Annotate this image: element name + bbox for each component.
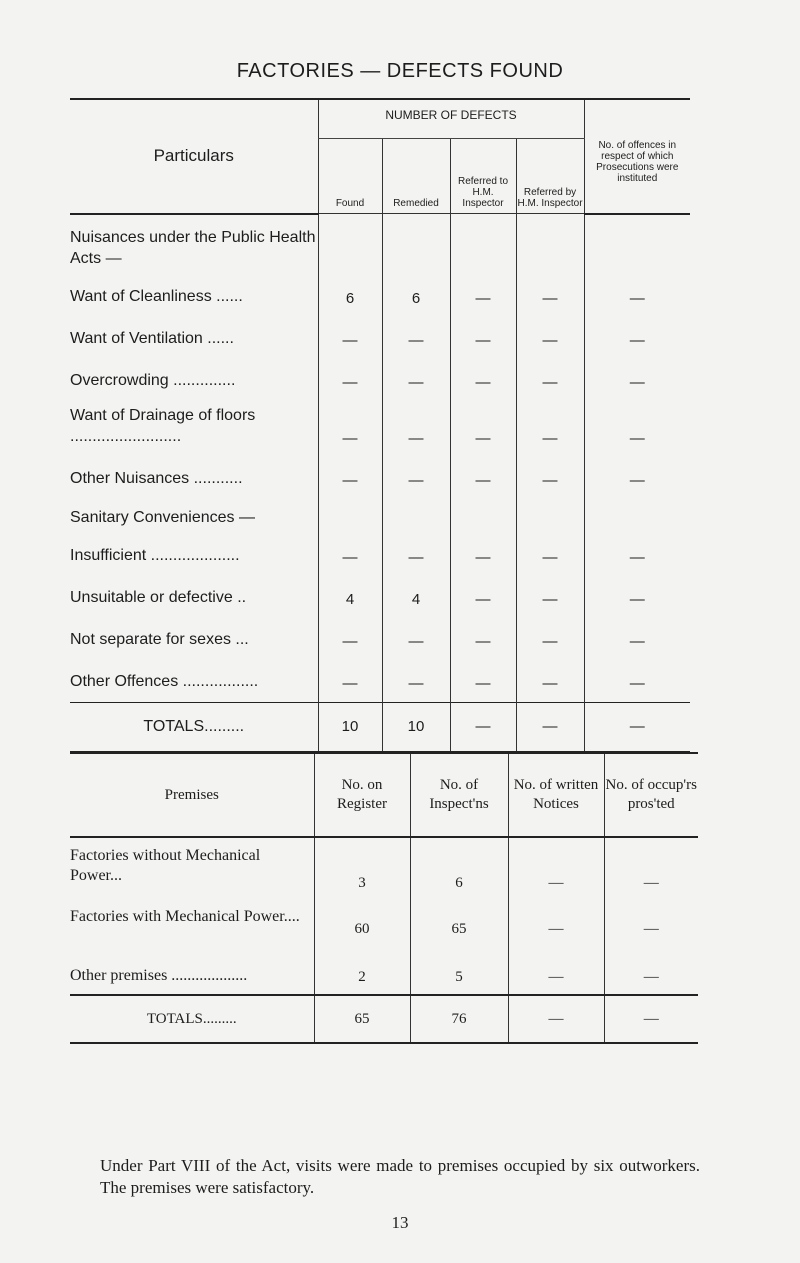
cell-found: 4	[318, 570, 382, 612]
defects-table	[70, 98, 690, 753]
totals-row	[70, 702, 690, 752]
cell-referred-by: —	[516, 311, 584, 353]
cell-prosecutions: —	[584, 311, 690, 353]
total-found: 10	[318, 702, 382, 752]
register-header: No. on Register	[314, 753, 410, 837]
cell-found: —	[318, 311, 382, 353]
cell-inspections: 6	[410, 837, 508, 894]
cell-remedied: —	[382, 311, 450, 353]
table-row	[70, 269, 690, 311]
cell-prosecuted: —	[604, 940, 698, 995]
page-title: FACTORIES — DEFECTS FOUND	[236, 60, 564, 82]
section-nuisances: Nuisances under the Public Health Acts —	[70, 228, 316, 267]
cell-referred-to: —	[450, 570, 516, 612]
cell-found: —	[318, 528, 382, 570]
prosecutions-header: No. of offences in respect of which Prosecutions were instituted	[584, 99, 690, 214]
table-row	[70, 528, 690, 570]
total-register: 65	[314, 995, 410, 1043]
totals-label: TOTALS.........	[70, 995, 314, 1043]
col-header-referred-to: Referred to H.M. Inspector	[450, 139, 516, 214]
cell-prosecutions: —	[584, 654, 690, 703]
cell-prosecutions: —	[584, 570, 690, 612]
cell-referred-by: —	[516, 612, 584, 654]
cell-remedied: 4	[382, 570, 450, 612]
cell-referred-by: —	[516, 353, 584, 395]
cell-inspections: 5	[410, 940, 508, 995]
cell-referred-by: —	[516, 654, 584, 703]
number-of-defects-header: NUMBER OF DEFECTS	[318, 99, 584, 139]
total-referred-to: —	[450, 702, 516, 752]
cell-remedied: —	[382, 395, 450, 451]
cell-remedied: —	[382, 612, 450, 654]
row-label: Unsuitable or defective ..	[70, 588, 247, 606]
cell-referred-by: —	[516, 570, 584, 612]
cell-notices: —	[508, 837, 604, 894]
cell-remedied: —	[382, 451, 450, 493]
row-label: Other Nuisances ...........	[70, 469, 243, 487]
cell-prosecutions: —	[584, 269, 690, 311]
table-row	[70, 894, 698, 940]
page-number: 13	[391, 1213, 409, 1232]
total-inspections: 76	[410, 995, 508, 1043]
cell-referred-to: —	[450, 395, 516, 451]
particulars-header: Particulars	[70, 99, 318, 214]
cell-referred-to: —	[450, 451, 516, 493]
cell-referred-by: —	[516, 528, 584, 570]
total-referred-by: —	[516, 702, 584, 752]
table-row	[70, 395, 690, 451]
total-notices: —	[508, 995, 604, 1043]
row-label: Insufficient ....................	[70, 546, 240, 564]
row-label: Not separate for sexes ...	[70, 630, 249, 648]
row-label: Factories without Mechanical Power...	[70, 847, 261, 884]
cell-remedied: —	[382, 353, 450, 395]
cell-referred-by: —	[516, 269, 584, 311]
col-header-referred-by: Referred by H.M. Inspector	[516, 139, 584, 214]
premises-header: Premises	[70, 753, 314, 837]
cell-prosecutions: —	[584, 451, 690, 493]
totals-row	[70, 995, 698, 1043]
table-row	[70, 940, 698, 995]
cell-remedied: —	[382, 528, 450, 570]
cell-register: 60	[314, 894, 410, 940]
section-row	[70, 493, 690, 528]
cell-prosecuted: —	[604, 837, 698, 894]
cell-remedied: 6	[382, 269, 450, 311]
cell-referred-to: —	[450, 353, 516, 395]
notices-header: No. of written Notices	[508, 753, 604, 837]
premises-table	[70, 752, 698, 1044]
cell-referred-by: —	[516, 451, 584, 493]
row-label: Want of Ventilation ......	[70, 329, 234, 347]
table-row	[70, 837, 698, 894]
table-row	[70, 612, 690, 654]
inspections-header: No. of Inspect'ns	[410, 753, 508, 837]
row-label: Want of Drainage of floors .........................	[70, 406, 256, 445]
row-label: Other premises ...................	[70, 967, 248, 984]
cell-register: 2	[314, 940, 410, 995]
cell-referred-by: —	[516, 395, 584, 451]
outworkers-note: Under Part VIII of the Act, visits were made to premises occupied by six outworkers. The premises were satisfactory.	[100, 1156, 700, 1197]
cell-remedied: —	[382, 654, 450, 703]
table-row	[70, 570, 690, 612]
table-row	[70, 311, 690, 353]
col-header-found: Found	[318, 139, 382, 214]
table-row	[70, 353, 690, 395]
col-header-remedied: Remedied	[382, 139, 450, 214]
total-remedied: 10	[382, 702, 450, 752]
cell-prosecutions: —	[584, 612, 690, 654]
cell-found: —	[318, 353, 382, 395]
cell-referred-to: —	[450, 654, 516, 703]
cell-found: 6	[318, 269, 382, 311]
cell-inspections: 65	[410, 894, 508, 940]
row-label: Factories with Mechanical Power....	[70, 908, 300, 925]
cell-register: 3	[314, 837, 410, 894]
row-label: Overcrowding ..............	[70, 371, 236, 389]
cell-referred-to: —	[450, 528, 516, 570]
section-row	[70, 214, 690, 269]
cell-notices: —	[508, 894, 604, 940]
cell-found: —	[318, 451, 382, 493]
cell-found: —	[318, 612, 382, 654]
table-row	[70, 654, 690, 703]
row-label: Want of Cleanliness ......	[70, 287, 243, 305]
cell-referred-to: —	[450, 311, 516, 353]
cell-referred-to: —	[450, 269, 516, 311]
total-prosecuted: —	[604, 995, 698, 1043]
totals-label: TOTALS.........	[70, 702, 318, 752]
prosecuted-header: No. of occup'rs pros'ted	[604, 753, 698, 837]
cell-prosecutions: —	[584, 395, 690, 451]
row-label: Other Offences .................	[70, 672, 259, 690]
cell-notices: —	[508, 940, 604, 995]
cell-referred-to: —	[450, 612, 516, 654]
total-prosecutions: —	[584, 702, 690, 752]
cell-prosecutions: —	[584, 353, 690, 395]
table-row	[70, 451, 690, 493]
section-sanitary: Sanitary Conveniences —	[70, 508, 255, 526]
cell-found: —	[318, 654, 382, 703]
cell-found: —	[318, 395, 382, 451]
cell-prosecutions: —	[584, 528, 690, 570]
cell-prosecuted: —	[604, 894, 698, 940]
